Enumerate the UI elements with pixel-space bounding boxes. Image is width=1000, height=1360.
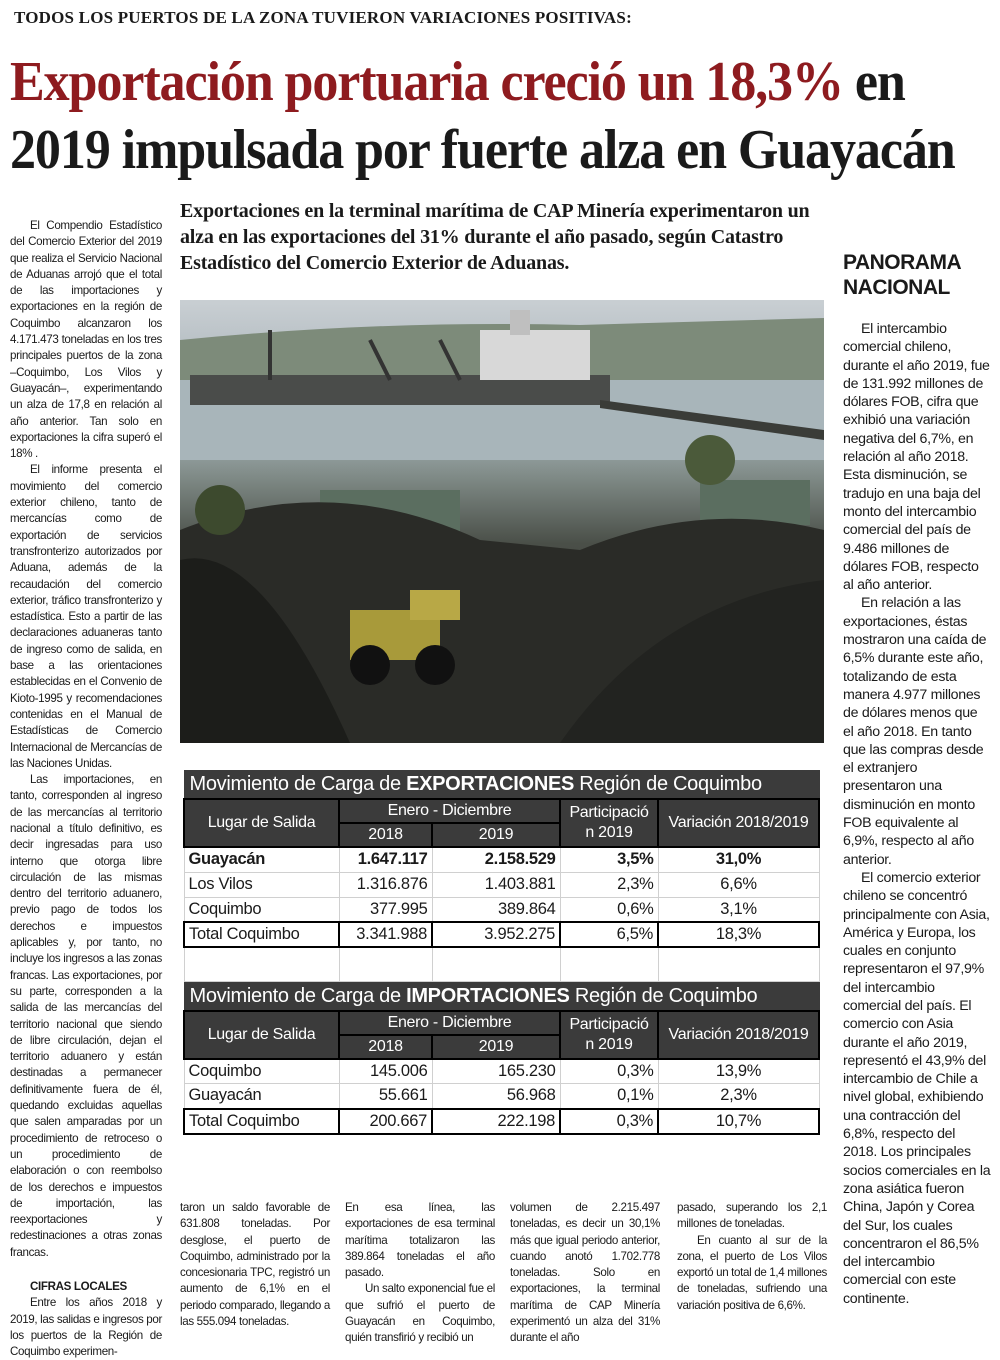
headline-red: Exportación portuaria creció un 18,3%: [10, 51, 843, 113]
paragraph: Un salto exponencial fue el que sufrió el puerto de Guayacán en Coquimbo, quién transfirió y recibió un: [345, 1282, 495, 1345]
table-row: Coquimbo 377.995 389.864 0,6% 3,1%: [184, 897, 819, 922]
table-row: Guayacán 55.661 56.968 0,1% 2,3%: [184, 1084, 819, 1109]
paragraph: pasado, superando los 2,1 millones de toneladas.: [677, 1201, 827, 1231]
exports-table-title: Movimiento de Carga de EXPORTACIONES Región de Coquimbo: [184, 771, 819, 800]
paragraph: En cuanto al sur de la zona, el puerto de Los Vilos exportó un total de 1,4 millones de toneladas, sufriendo una variación positiva de 6,6%.: [677, 1233, 827, 1312]
sidebar-panorama-nacional: [843, 250, 991, 1308]
kicker: TODOS LOS PUERTOS DE LA ZONA TUVIERON VARIACIONES POSITIVAS:: [14, 8, 632, 27]
table-row: Los Vilos 1.316.876 1.403.881 2,3% 6,6%: [184, 872, 819, 897]
paragraph: volumen de 2.215.497 toneladas, es decir un 30,1% más que igual periodo anterior, cuando anotó 1.702.778 toneladas. Solo en exportaciones, la terminal marítima de CAP Minería experimentó un alza del 31% durante el año: [510, 1201, 660, 1345]
sidebar-heading: PANORAMA NACIONAL: [843, 251, 962, 299]
header-variation: Variación 2018/2019: [658, 1011, 819, 1059]
paragraph: Las importaciones, en tanto, corresponden al ingreso de las mercancías al territorio nacional a título definitivo, es decir ingresadas para uso interno que otorga libre circulación de las mismas dentro del territorio aduanero, previo pago de todos los derechos e impuestos aplicables y, por tanto, no incluye los ingresos a las zonas francas. Las exportaciones, por su parte, corresponden a la salida de las mercancías del territorio nacional que siendo de libre circulación, dejan el territorio aduanero y están destinadas a permanecer definitivamente fuera de él, quedando excluidas aquellas que salen amparadas por un procedimiento de retroceso o un procedimiento de elaboración o con reembolso de los derechos e impuestos de importación, las reexportaciones y redestinaciones a otras zonas francas.: [10, 773, 162, 1259]
header-share: Participació n 2019: [560, 799, 658, 847]
table-row: Coquimbo 145.006 165.230 0,3% 13,9%: [184, 1059, 819, 1084]
port-photo: [180, 300, 824, 743]
table-row: Guayacán 1.647.117 2.158.529 3,5% 31,0%: [184, 847, 819, 872]
paragraph: El intercambio comercial chileno, durante el año 2019, fue de 131.992 millones de dólares FOB, cifra que exhibió una variación negativa del 6,7%, en relación al año 2018. Esta disminución, se tradujo en una baja del monto del intercambio comercial del país de 9.486 millones de dólares FOB, respecto al año anterior.: [843, 321, 990, 594]
header-2019: 2019: [432, 823, 560, 847]
headline-line1-end: en: [842, 51, 905, 113]
port-photo-illustration: [180, 300, 824, 743]
header-2018: 2018: [339, 1035, 432, 1059]
paragraph: En esa línea, las exportaciones de esa terminal marítima totalizaron las 389.864 toneladas el año pasado.: [345, 1201, 495, 1280]
bottom-column-1: [180, 1200, 330, 1330]
headline: [10, 48, 955, 184]
section-subtitle: CIFRAS LOCALES: [30, 1280, 127, 1293]
header-place: Lugar de Salida: [184, 1011, 339, 1059]
table-row-total: Total Coquimbo 3.341.988 3.952.275 6,5% 18,3%: [184, 922, 819, 947]
bottom-column-3: [510, 1200, 660, 1347]
header-share: Participació n 2019: [560, 1011, 658, 1059]
header-variation: Variación 2018/2019: [658, 799, 819, 847]
paragraph: taron un saldo favorable de 631.808 toneladas. Por desglose, el puerto de Coquimbo, administrado por la concesionaria TPC, registró un aumento de 6,1% en el periodo comparado, llegando a las 555.094 toneladas.: [180, 1201, 330, 1329]
header-period: Enero - Diciembre: [339, 1011, 560, 1035]
paragraph: Entre los años 2018 y 2019, las salidas e ingresos por los puertos de la Región de Coquimbo experimen-: [10, 1296, 162, 1359]
paragraph: El informe presenta el movimiento del comercio exterior chileno, tanto de mercancías como de exportación de servicios transfronterizo autorizados por Aduana, además de la recaudación del comercio exterior, tráfico transfronterizo y estadística. Esto a partir de las declaraciones aduaneras tanto de ingreso como de salida, en base a las orientaciones establecidas en el Convenio de Kioto-1995 y recomendaciones contenidas en el Manual de Estadísticas de Comercio Internacional de Mercancías de las Naciones Unidas.: [10, 463, 162, 770]
header-2018: 2018: [339, 823, 432, 847]
bottom-column-4: [677, 1200, 827, 1314]
headline-line2: 2019 impulsada por fuerte alza en Guayacán: [10, 119, 955, 181]
exports-table: [183, 770, 820, 982]
header-period: Enero - Diciembre: [339, 799, 560, 823]
header-2019: 2019: [432, 1035, 560, 1059]
paragraph: En relación a las exportaciones, éstas mostraron una caída de 6,5% durante este año, totalizando de esta manera 4.977 millones de dólares menos que el año 2018. En tanto que las compras desde el extranjero presentaron una disminución en monto FOB equivalente al 6,9%, respecto al año anterior.: [843, 595, 987, 868]
cargo-tables: [183, 770, 820, 1135]
imports-table-title: Movimiento de Carga de IMPORTACIONES Región de Coquimbo: [184, 982, 819, 1011]
header-place: Lugar de Salida: [184, 799, 339, 847]
bottom-column-2: [345, 1200, 495, 1347]
table-row-total: Total Coquimbo 200.667 222.198 0,3% 10,7%: [184, 1109, 819, 1134]
paragraph: El comercio exterior chileno se concentró principalmente con Asia, América y Europa, los cuales en conjunto representaron el 97,9% del intercambio comercial del país. El comercio con Asia durante el año 2019, representó el 43,9% del intercambio de Chile a nivel global, exhibiendo una contracción del 6,8%, respecto del 2018. Los principales socios comerciales en la zona asiática fueron China, Japón y Corea del Sur, los cuales concentraron el 86,5% del intercambio comercial con este continente.: [843, 869, 991, 1307]
paragraph: El Compendio Estadístico del Comercio Exterior del 2019 que realiza el Servicio Nacional de Aduanas arrojó que el total de las importaciones y exportaciones en la región de Coquimbo alcanzaron los 4.171.473 toneladas en los tres principales puertos de la zona –Coquimbo, Los Vilos y Guayacán–, experimentando un alza de 17,8 en relación al año anterior. Tan solo en exportaciones la cifra superó el 18% .: [10, 219, 162, 461]
imports-table: [183, 982, 820, 1135]
subheadline: Exportaciones en la terminal marítima de CAP Minería experimentaron un alza en las exportaciones del 31% durante el año pasado, según Catastro Estadístico del Comercio Exterior de Aduanas.: [180, 200, 810, 274]
left-column: [10, 218, 162, 1360]
